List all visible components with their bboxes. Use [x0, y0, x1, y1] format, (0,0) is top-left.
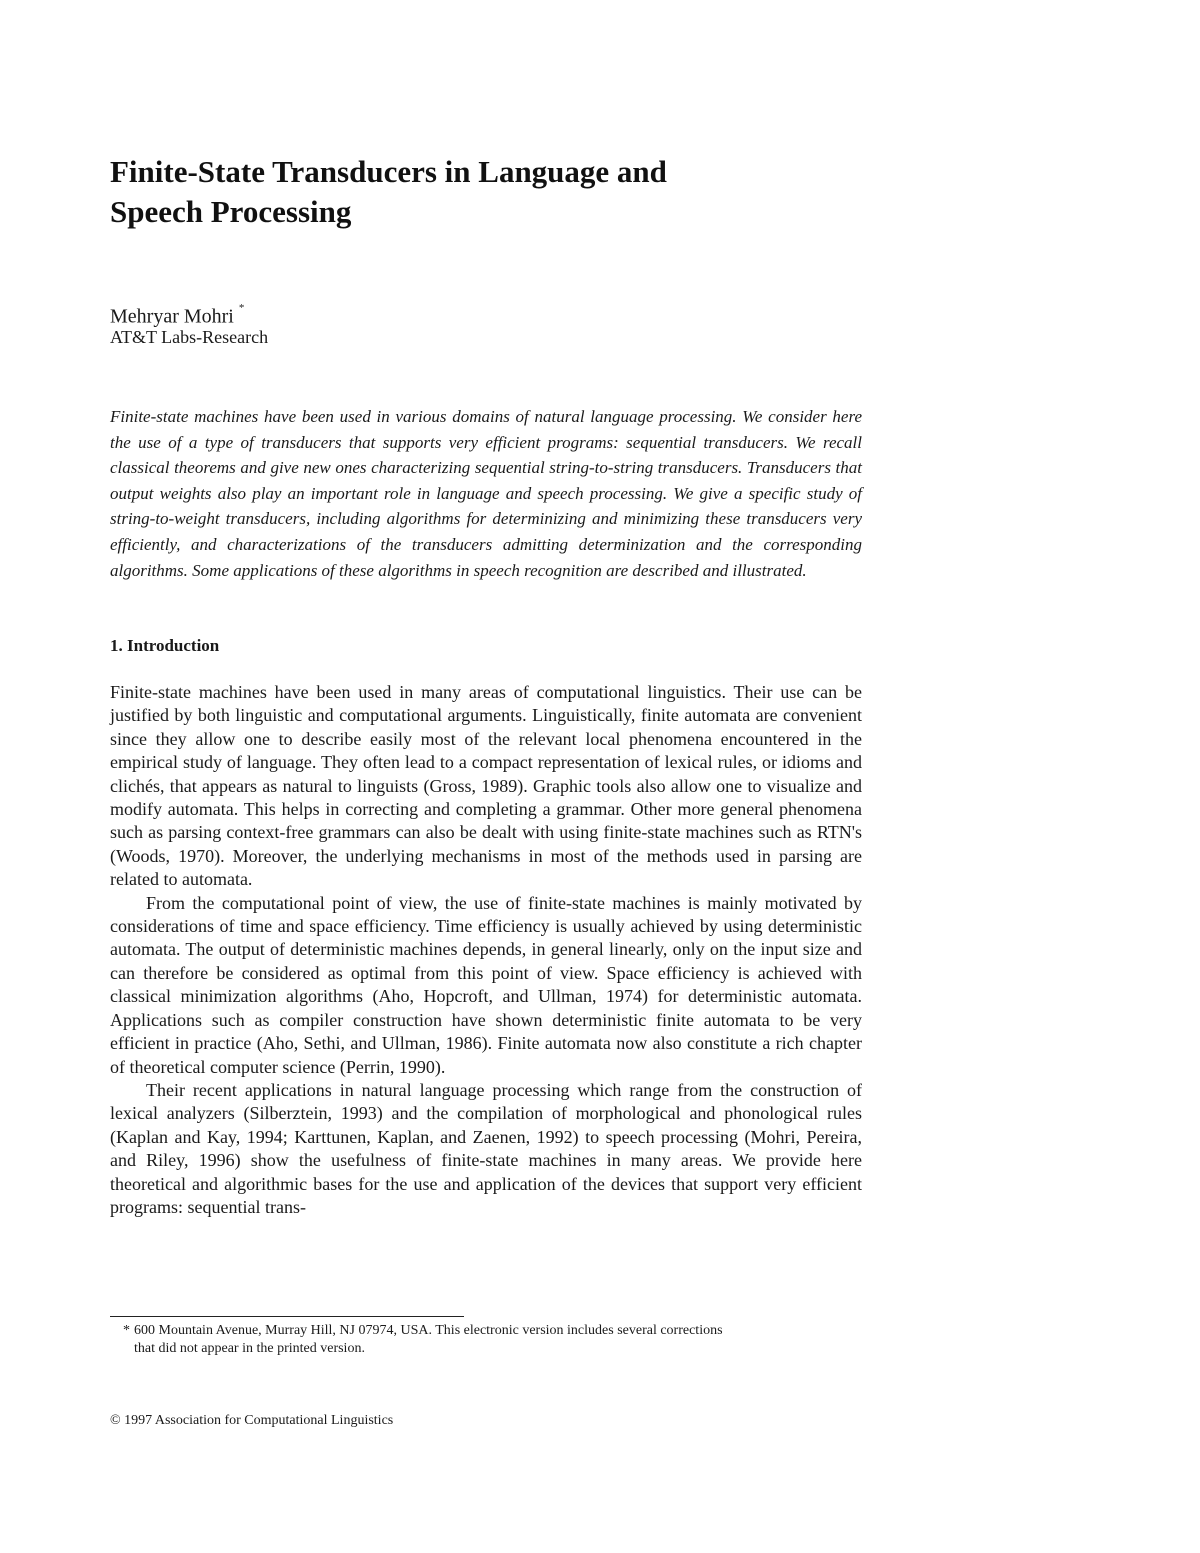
author-name: Mehryar Mohri [110, 305, 234, 328]
footnote [110, 1322, 862, 1358]
footnote-divider [110, 1316, 464, 1317]
footnote-text-1: 600 Mountain Avenue, Murray Hill, NJ 07974, USA. This electronic version includes several corrections [134, 1323, 723, 1338]
author-footnote-mark: * [238, 302, 245, 314]
footnote-line-1 [110, 1322, 862, 1340]
footnote-mark: * [123, 1323, 130, 1338]
section-body [110, 681, 862, 1219]
paragraph: Finite-state machines have been used in many areas of computational linguistics. Their use can be justified by both linguistic and computational arguments. Linguistically, finite automata are convenient since they allow one to describe easily most of the relevant local phenomena encountered in the empirical study of language. They often lead to a compact representation of lexical rules, or idioms and clichés, that appears as natural to linguists (Gross, 1989). Graphic tools also allow one to visualize and modify automata. This helps in correcting and completing a grammar. Other more general phenomena such as parsing context-free grammars can also be dealt with using finite-state machines such as RTN's (Woods, 1970). Moreover, the underlying mechanisms in most of the methods used in parsing are related to automata. [110, 682, 862, 890]
title-line-2: Speech Processing [110, 194, 352, 229]
footnote-line-2: that did not appear in the printed version. [134, 1341, 365, 1356]
paragraph: Their recent applications in natural language processing which range from the construction of lexical analyzers (Silberztein, 1993) and the compilation of morphological and phonological rules (Kaplan and Kay, 1994; Karttunen, Kaplan, and Zaenen, 1992) to speech processing (Mohri, Pereira, and Riley, 1996) show the usefulness of finite-state machines in many areas. We provide here theoretical and algorithmic bases for the use and application of the devices that support very efficient programs: sequential trans- [110, 1079, 862, 1217]
author-affiliation: AT&T Labs-Research [110, 327, 269, 347]
copyright-notice: © 1997 Association for Computational Linguistics [110, 1413, 394, 1428]
abstract: Finite-state machines have been used in various domains of natural language processing. We consider here the use of a type of transducers that supports very efficient programs: sequential transducers. We recall classical theorems and give new ones characterizing sequential string-to-string transducers. Transducers that output weights also play an important role in language and speech processing. We give a specific study of string-to-weight transducers, including algorithms for determinizing and minimizing these transducers very efficiently, and characterizations of the transducers admitting determinization and the corresponding algorithms. Some applications of these algorithms in speech recognition are described and illustrated. [110, 407, 862, 580]
paragraph: From the computational point of view, the use of finite-state machines is mainly motivated by considerations of time and space efficiency. Time efficiency is usually achieved by using deterministic automata. The output of deterministic machines depends, in general linearly, only on the input size and can therefore be considered as optimal from this point of view. Space efficiency is achieved with classical minimization algorithms (Aho, Hopcroft, and Ullman, 1974) for deterministic automata. Applications such as compiler construction have shown deterministic finite automata to be very efficient in practice (Aho, Sethi, and Ullman, 1986). Finite automata now also constitute a rich chapter of theoretical computer science (Perrin, 1990). [110, 892, 862, 1077]
title-line-1: Finite-State Transducers in Language and [110, 154, 667, 189]
paper-title [110, 152, 862, 232]
section-heading: 1. Introduction [110, 636, 220, 655]
